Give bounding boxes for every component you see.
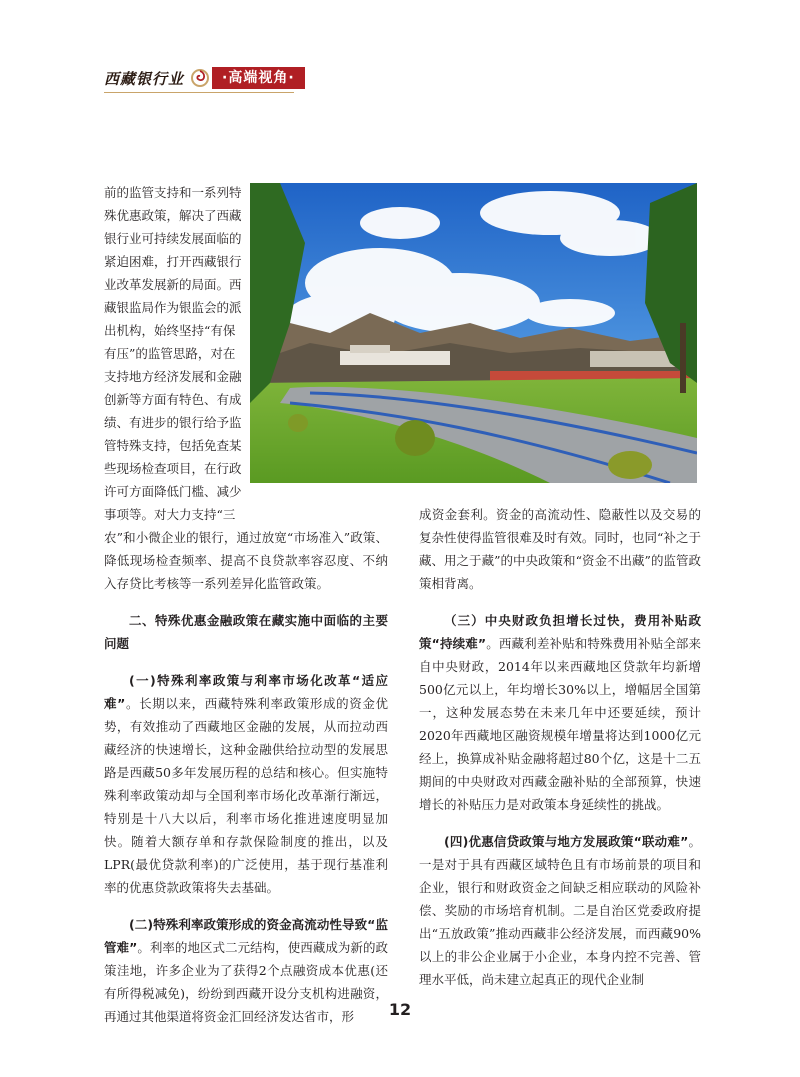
wrap-paragraph [104, 181, 244, 526]
paragraph-rate-adaptation [104, 669, 388, 899]
body-2: 。利率的地区式二元结构，使西藏成为新的政策洼地，许多企业为了获得2个点融资成本优惠(还有所得税减免)，纷纷到西藏开设分支机构进融资，再通过其他渠道将资金汇回经济发达省市，形 [104, 940, 388, 1024]
wrap-line: 管特殊支持，包括免查某 [104, 438, 242, 453]
wrap-line: 殊优惠政策，解决了西藏 [104, 208, 242, 223]
paragraph-linkage [419, 830, 701, 991]
wrap-line: 紧迫困难，打开西藏银行 [104, 254, 242, 269]
page-header [104, 66, 305, 90]
subheading-1: (一)特殊利率政策与利率市场化改革“适应难” [104, 673, 388, 711]
swirl-ornament-icon [190, 68, 210, 88]
page-number: 12 [388, 1000, 412, 1019]
brand-title: 西藏银行业 [104, 69, 185, 88]
subheading-2: (二)特殊利率政策形成的资金高流动性导致“监管难” [104, 917, 388, 955]
wrap-line: 出机构，始终坚持“有保 [104, 323, 236, 338]
wrap-line: 藏银监局作为银监会的派 [104, 300, 242, 315]
landscape-photo [250, 183, 697, 483]
subheading-4: (四)优惠信贷政策与地方发展政策“联动难” [444, 834, 689, 849]
section-tag: ·高端视角· [212, 67, 305, 89]
paragraph-continuation: 农”和小微企业的银行，通过放宽“市场准入”政策、降低现场检查频率、提高不良贷款率容忍度、不纳入存贷比考核等一系列差异化监管政策。 [104, 530, 388, 591]
right-column [419, 503, 701, 991]
wrap-line: 银行业可持续发展面临的 [104, 231, 242, 246]
wrap-line: 事项等。对大力支持“三 [104, 507, 236, 522]
body-4: 。一是对于具有西藏区域特色且有市场前景的项目和企业，银行和财政资金之间缺乏相应联动的风险补偿、奖励的市场培育机制。二是自治区党委政府提出“五放政策”推动西藏非公经济发展，而西藏90%以上的非公企业属于小企业，本身内控不完善、管理水平低，尚未建立起真正的现代企业制 [419, 834, 701, 987]
wrap-line: 许可方面降低门槛、减少 [104, 484, 242, 499]
wrap-line: 前的监管支持和一系列特 [104, 185, 242, 200]
subheading-3: （三）中央财政负担增长过快，费用补贴政策“持续难” [419, 613, 701, 651]
header-rule [104, 92, 294, 93]
body-3: 。西藏利差补贴和特殊费用补贴全部来自中央财政，2014年以来西藏地区贷款年均新增500亿元以上，年均增长30%以上，增幅居全国第一，这种发展态势在未来几年中还要延续，预计2020年西藏地区融资规模年增量将达到1000亿元经上，换算成补贴金融将超过80个亿，这是十二五期间的中央财政对西藏金融补贴的全部预算，快速增长的补贴压力是对政策本身延续性的挑战。 [419, 636, 701, 812]
wrap-line: 些现场检查项目，在行政 [104, 461, 242, 476]
wrap-line: 有压”的监管思路，对在 [104, 346, 236, 361]
wrap-line: 绩、有进步的银行给予监 [104, 415, 242, 430]
section-heading: 二、特殊优惠金融政策在藏实施中面临的主要问题 [104, 613, 388, 651]
wrap-line: 业改革发展新的局面。西 [104, 277, 242, 292]
wrap-line: 支持地方经济发展和金融 [104, 369, 242, 384]
body-1: 。长期以来，西藏特殊利率政策形成的资金优势，有效推动了西藏地区金融的发展，从而拉动西藏经济的快速增长，这种金融供给拉动型的发展思路是西藏50多年发展历程的总结和核心。但实施特殊利率政策动却与全国利率市场化改革渐行渐远，特别是十八大以后，利率市场化推进速度明显加快。随着大额存单和存款保险制度的推出，以及LPR(最优贷款利率)的广泛使用，基于现行基准利率的优惠贷款政策将失去基础。 [104, 696, 388, 895]
wrap-column [104, 181, 244, 526]
wrap-line: 创新等方面有特色、有成 [104, 392, 242, 407]
left-column [104, 526, 388, 1028]
paragraph-finance-burden [419, 609, 701, 816]
paragraph-continuation-right: 成资金套利。资金的高流动性、隐蔽性以及交易的复杂性使得监管很难及时有效。同时，也同“补之于藏、用之于藏”的中央政策和“资金不出藏”的监管政策相背离。 [419, 507, 701, 591]
